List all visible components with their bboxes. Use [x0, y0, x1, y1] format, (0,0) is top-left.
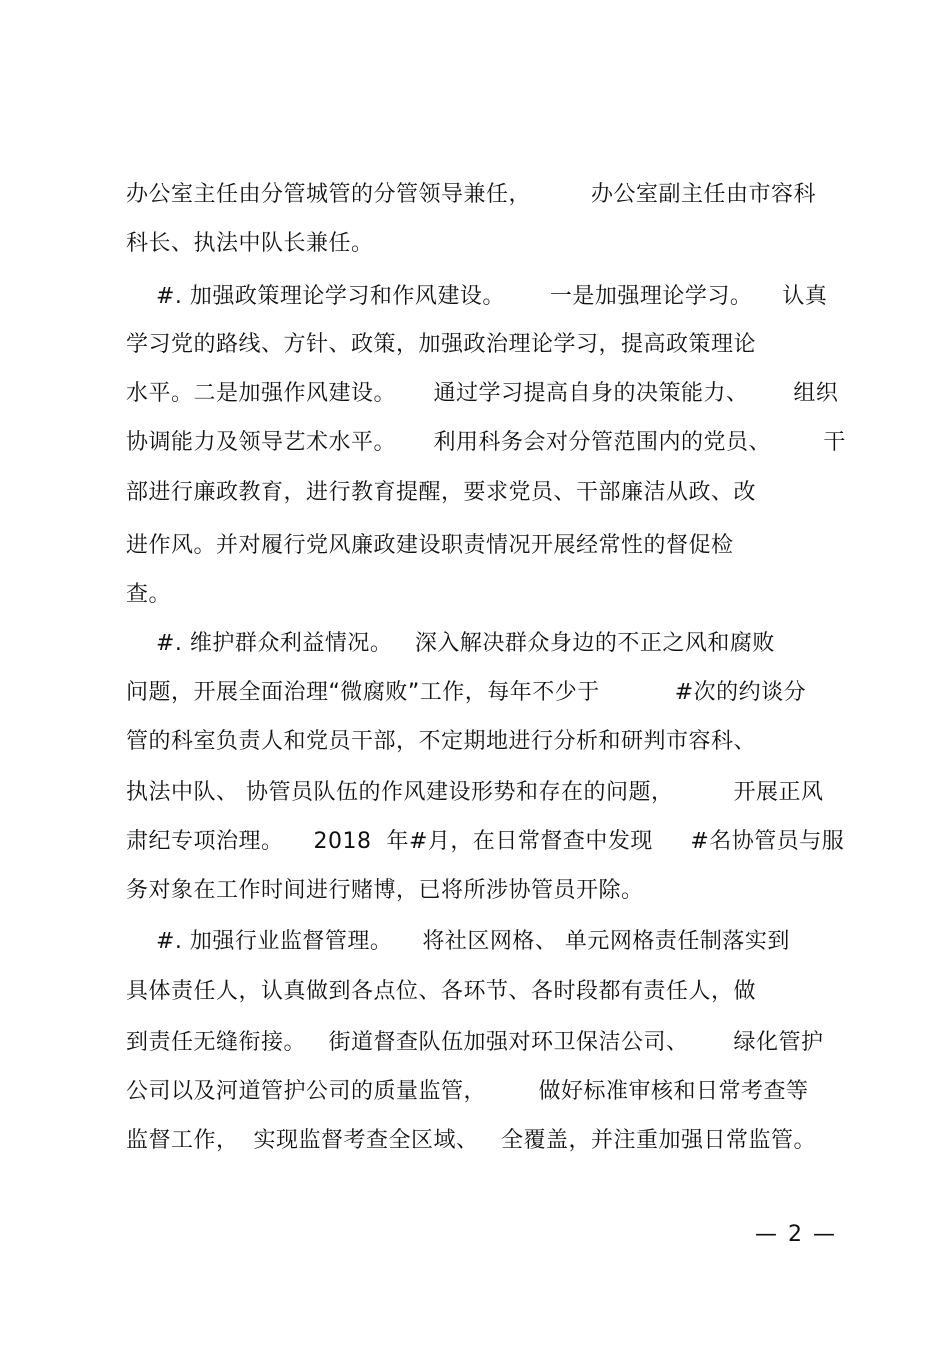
- text-line: 查。: [126, 582, 172, 607]
- text-line: 部进行廉政教育，进行教育提醒，要求党员、干部廉洁从政、改: [126, 480, 757, 505]
- text-line: 协调能力及领导艺术水平。 利用科务会对分管范围内的党员、 干: [126, 430, 846, 455]
- text-line: 执法中队、 协管员队伍的作风建设形势和存在的问题， 开展正风: [126, 780, 824, 805]
- text-line: 进作风。并对履行党风廉政建设职责情况开展经常性的督促检: [126, 533, 734, 558]
- text-line: #. 维护群众利益情况。 深入解决群众身边的不正之风和腐败: [126, 631, 775, 656]
- text-line: 肃纪专项治理。 2018 年#月，在日常督查中发现 #名协管员与服: [126, 829, 845, 854]
- text-line: 管的科室负责人和党员干部，不定期地进行分析和研判市容科、: [126, 729, 757, 754]
- text-line: 办公室主任由分管城管的分管领导兼任， 办公室副主任由市容科: [126, 182, 816, 207]
- text-line: 公司以及河道管护公司的质量监管， 做好标准审核和日常考查等: [126, 1079, 809, 1104]
- text-line: 具体责任人，认真做到各点位、各环节、各时段都有责任人，做: [126, 979, 757, 1004]
- text-line: 监督工作， 实现监督考查全区域、 全覆盖，并注重加强日常监管。: [126, 1128, 816, 1153]
- text-line: 水平。二是加强作风建设。 通过学习提高自身的决策能力、 组织: [126, 381, 839, 406]
- text-line: #. 加强政策理论学习和作风建设。 一是加强理论学习。 认真: [126, 284, 828, 309]
- text-line: 学习党的路线、方针、政策，加强政治理论学习，提高政策理论: [126, 332, 757, 357]
- text-line: 科长、执法中队长兼任。: [126, 231, 374, 256]
- text-line: 问题，开展全面治理“微腐败”工作，每年不少于 #次的约谈分: [126, 680, 807, 705]
- page-number: — 2 —: [755, 1222, 837, 1247]
- text-line: 到责任无缝衔接。 街道督查队伍加强对环卫保洁公司、 绿化管护: [126, 1030, 824, 1055]
- text-line: #. 加强行业监督管理。 将社区网格、 单元网格责任制落实到: [126, 929, 790, 954]
- text-line: 务对象在工作时间进行赌博，已将所涉协管员开除。: [126, 878, 644, 903]
